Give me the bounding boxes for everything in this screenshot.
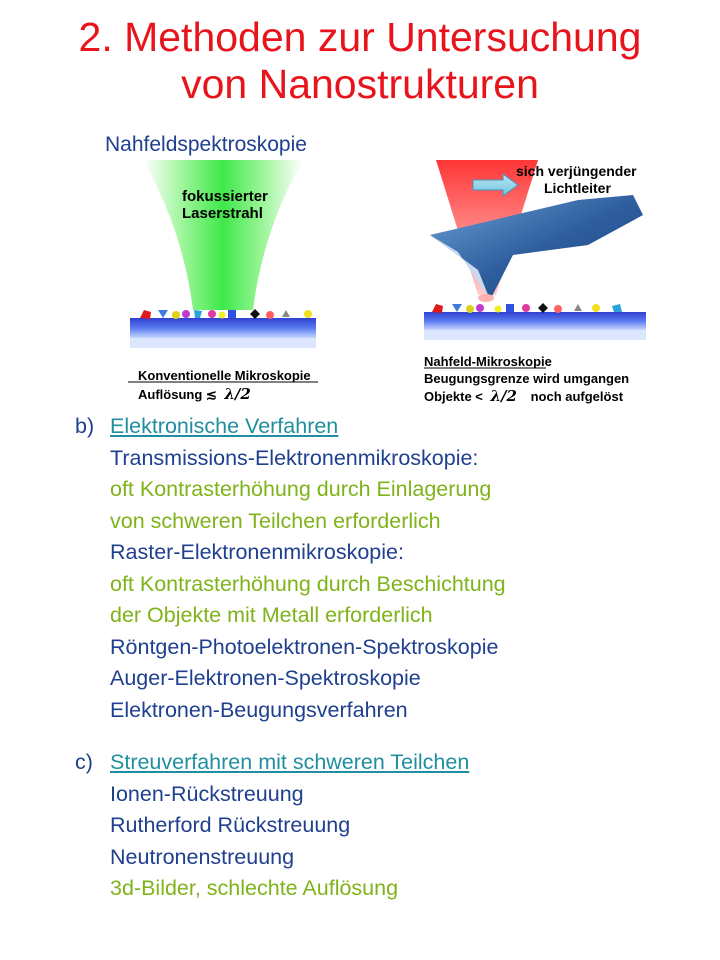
section-b-line: Elektronen-Beugungsverfahren [110,697,408,722]
beam-label-line-1: fokussierter [182,188,268,205]
section-b-line: Auger-Elektronen-Spektroskopie [110,666,421,690]
substrate-lower [424,330,646,340]
title-line-1: 2. Methoden zur Untersuchung [78,14,642,60]
section-c-lines [110,747,469,905]
nano-objects [140,309,312,319]
fiber-label-line-2: Lichtleiter [544,180,611,196]
beam-label [182,188,268,222]
beam-label-line-2: Laserstrahl [182,205,263,222]
tip-glow [478,294,494,302]
nano-objects [432,303,622,313]
resolution-prefix: Auflösung ≲ [138,387,217,402]
section-c-line: Rutherford Rückstreuung [110,813,351,837]
right-caption-1: Nahfeld-Mikroskopie [424,354,552,369]
section-b-line: oft Kontrasterhöhung durch Einlagerung [110,477,492,501]
near-field-microscopy-figure [418,160,654,406]
fiber-label-line-1: sich verjüngender [516,163,637,179]
section-b-line: von schweren Teilchen erforderlich [110,508,441,533]
section-c-line: 3d-Bilder, schlechte Auflösung [110,876,399,900]
subtitle: Nahfeldspektroskopie [105,133,307,156]
section-c-line: Neutronenstreuung [110,844,295,869]
substrate-lower [130,338,316,348]
substrate [130,318,316,338]
resolution-formula: λ/2 [224,385,251,403]
title-line-2: von Nanostrukturen [181,61,539,107]
laser-beam-shape [143,160,303,310]
fiber-label [516,163,637,197]
section-b-line: der Objekte mit Metall erforderlich [110,603,433,627]
section-c-line: Ionen-Rückstreuung [110,781,304,806]
right-caption-2: Beugungsgrenze wird umgangen [424,371,630,386]
left-caption-1: Konventionelle Mikroskopie [138,368,311,383]
section-b-line: Transmissions-Elektronenmikroskopie: [110,445,479,470]
section-c-marker: c) [75,750,93,774]
section-c-heading: Streuverfahren mit schweren Teilchen [110,750,470,774]
section-b-line: Röntgen-Photoelektronen-Spektroskopie [110,634,499,659]
section-b-line: oft Kontrasterhöhung durch Beschichtung [110,571,506,596]
section-b-line: Raster-Elektronenmikroskopie: [110,540,404,564]
left-caption-2 [138,386,251,403]
conventional-microscopy-figure [118,160,326,406]
section-b-lines [110,411,506,726]
right-caption-3 [424,388,623,405]
objects-prefix: Objekte < [424,389,483,404]
substrate [424,312,646,330]
objects-suffix: noch aufgelöst [530,389,624,404]
slide-title [0,14,720,108]
section-b-heading: Elektronische Verfahren [110,414,339,438]
objects-formula: λ/2 [490,387,517,405]
section-b-marker: b) [75,414,95,438]
